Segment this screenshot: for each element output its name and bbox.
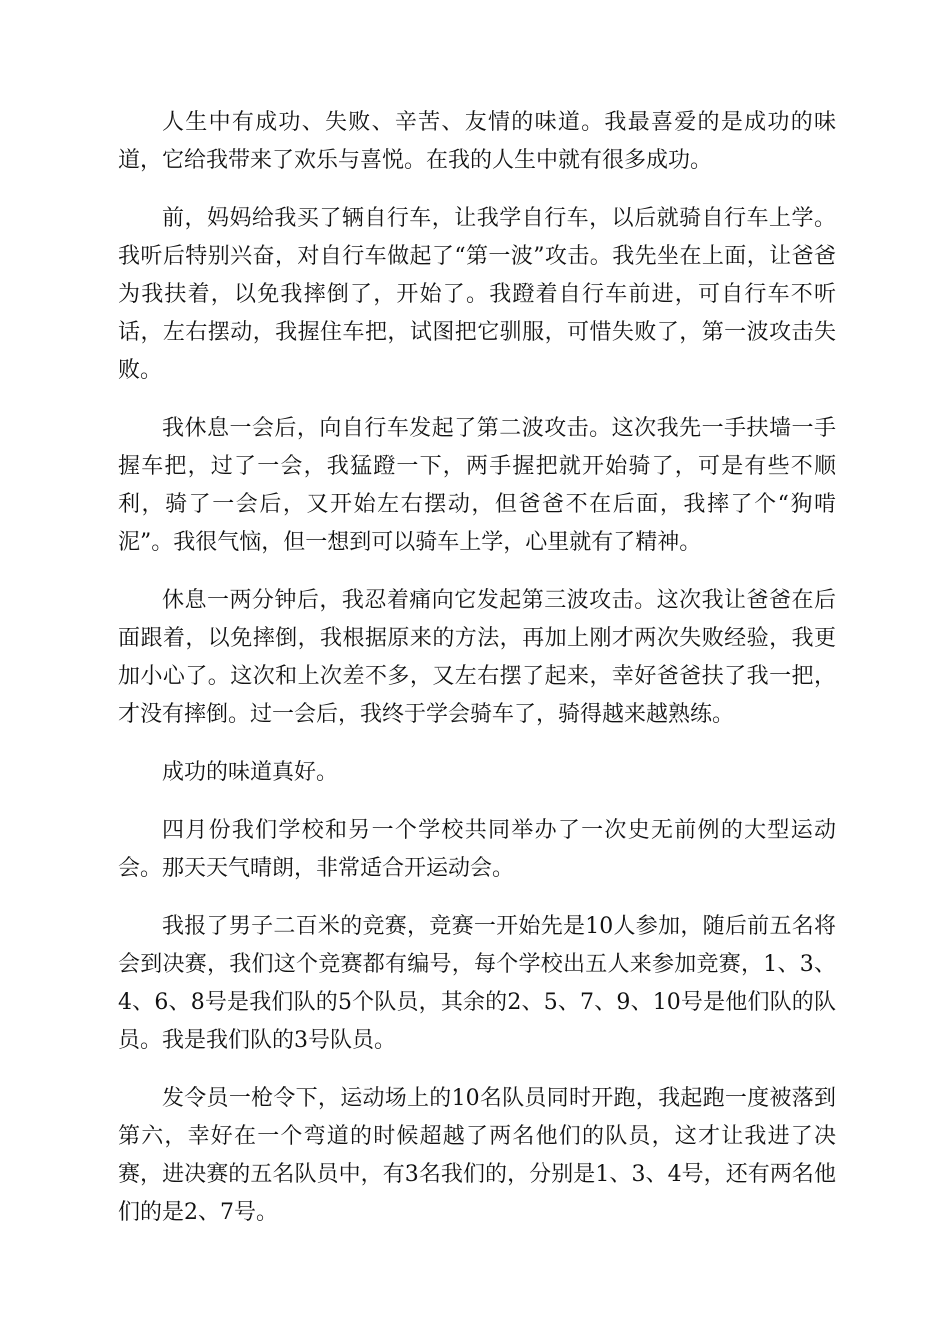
paragraph-5: 成功的味道真好。 (162, 760, 339, 785)
paragraph-6: 四月份我们学校和另一个学校共同举办了一次史无前例的大型运动会。那天天气晴朗，非常适合开运动会。 (118, 818, 836, 881)
paragraph-2: 前，妈妈给我买了辆自行车，让我学自行车，以后就骑自行车上学。我听后特别兴奋，对自行车做起了“第一波”攻击。我先坐在上面，让爸爸为我扶着，以免我摔倒了，开始了。我蹬着自行车前进，可自行车不听话，左右摆动，我握住车把，试图把它驯服，可惜失败了，第一波攻击失败。 (118, 206, 836, 383)
paragraph-8: 发令员一枪令下，运动场上的10名队员同时开跑，我起跑一度被落到第六，幸好在一个弯道的时候超越了两名他们的队员，这才让我进了决赛，进决赛的五名队员中，有3名我们的，分别是1、3、4号，还有两名他们的是2、7号。 (118, 1086, 836, 1225)
document-page (118, 104, 836, 1252)
paragraph-1: 人生中有成功、失败、辛苦、友情的味道。我最喜爱的是成功的味道，它给我带来了欢乐与喜悦。在我的人生中就有很多成功。 (118, 110, 836, 173)
paragraph-3: 我休息一会后，向自行车发起了第二波攻击。这次我先一手扶墙一手握车把，过了一会，我猛蹬一下，两手握把就开始骑了，可是有些不顺利，骑了一会后，又开始左右摆动，但爸爸不在后面，我摔了个“狗啃泥”。我很气恼，但一想到可以骑车上学，心里就有了精神。 (118, 416, 836, 555)
paragraph-7: 我报了男子二百米的竞赛，竞赛一开始先是10人参加，随后前五名将会到决赛，我们这个竞赛都有编号，每个学校出五人来参加竞赛，1、3、4、6、8号是我们队的5个队员，其余的2、5、7、9、10号是他们队的队员。我是我们队的3号队员。 (118, 914, 836, 1053)
paragraph-4: 休息一两分钟后，我忍着痛向它发起第三波攻击。这次我让爸爸在后面跟着，以免摔倒，我根据原来的方法，再加上刚才两次失败经验，我更加小心了。这次和上次差不多，又左右摆了起来，幸好爸爸扶了我一把，才没有摔倒。过一会后，我终于学会骑车了，骑得越来越熟练。 (118, 588, 836, 727)
